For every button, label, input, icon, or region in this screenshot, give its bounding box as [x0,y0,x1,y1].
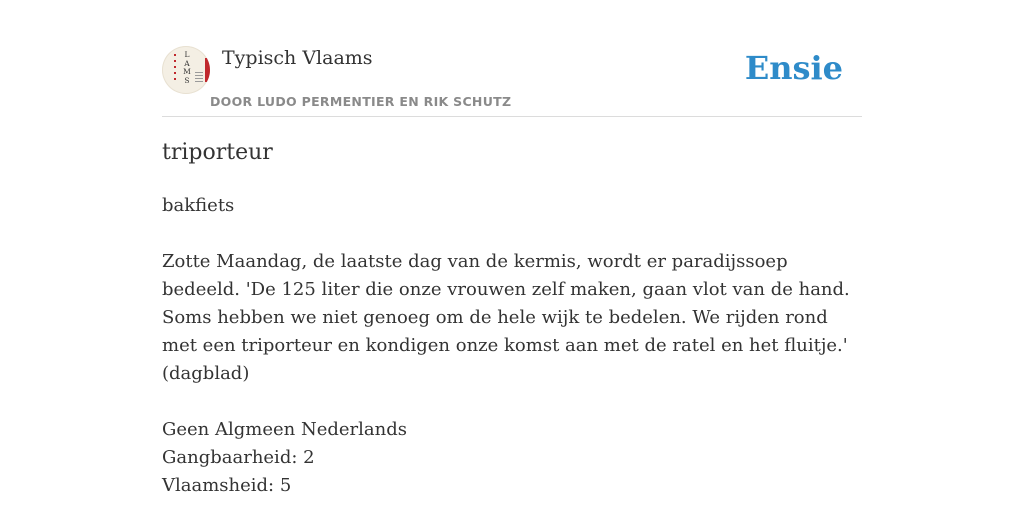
logo-letter: L [184,50,190,59]
entry-example: Zotte Maandag, de laatste dag van de kermis, wordt er paradijssoep bedeeld. 'De 125 liter die onze vrouwen zelf maken, gaan vlot van de hand. Soms hebben we niet genoeg om de hele wijk te bedelen. We rijden rond met een triporteur en kondigen onze komst aan met de ratel en het fluitje.' [162,251,850,356]
entry-definition: bakfiets [162,195,235,216]
logo-letters [182,51,192,85]
entry-content [162,192,862,500]
entry-meta-standard: Geen Algmeen Nederlands [162,419,407,440]
logo-letter: S [184,75,190,85]
site-header [162,44,862,117]
ensie-logo-link[interactable]: Ensie [744,49,843,87]
brand-title[interactable]: Typisch Vlaams [222,47,373,69]
authors-byline: DOOR LUDO PERMENTIER EN RIK SCHUTZ [210,94,512,109]
typisch-vlaams-logo[interactable] [162,46,210,94]
logo-red-dots [174,54,176,84]
logo-grey-lines [195,72,203,84]
spacer [162,388,862,416]
entry-meta-vlaamsheid: Vlaamsheid: 5 [162,475,292,496]
entry-term: triporteur [162,140,273,165]
logo-letter: M [183,67,191,76]
entry-meta-gangbaarheid: Gangbaarheid: 2 [162,447,315,468]
logo-letter: A [184,58,190,68]
entry-source: (dagblad) [162,363,250,384]
logo-red-stripe [205,58,210,82]
spacer [162,220,862,248]
